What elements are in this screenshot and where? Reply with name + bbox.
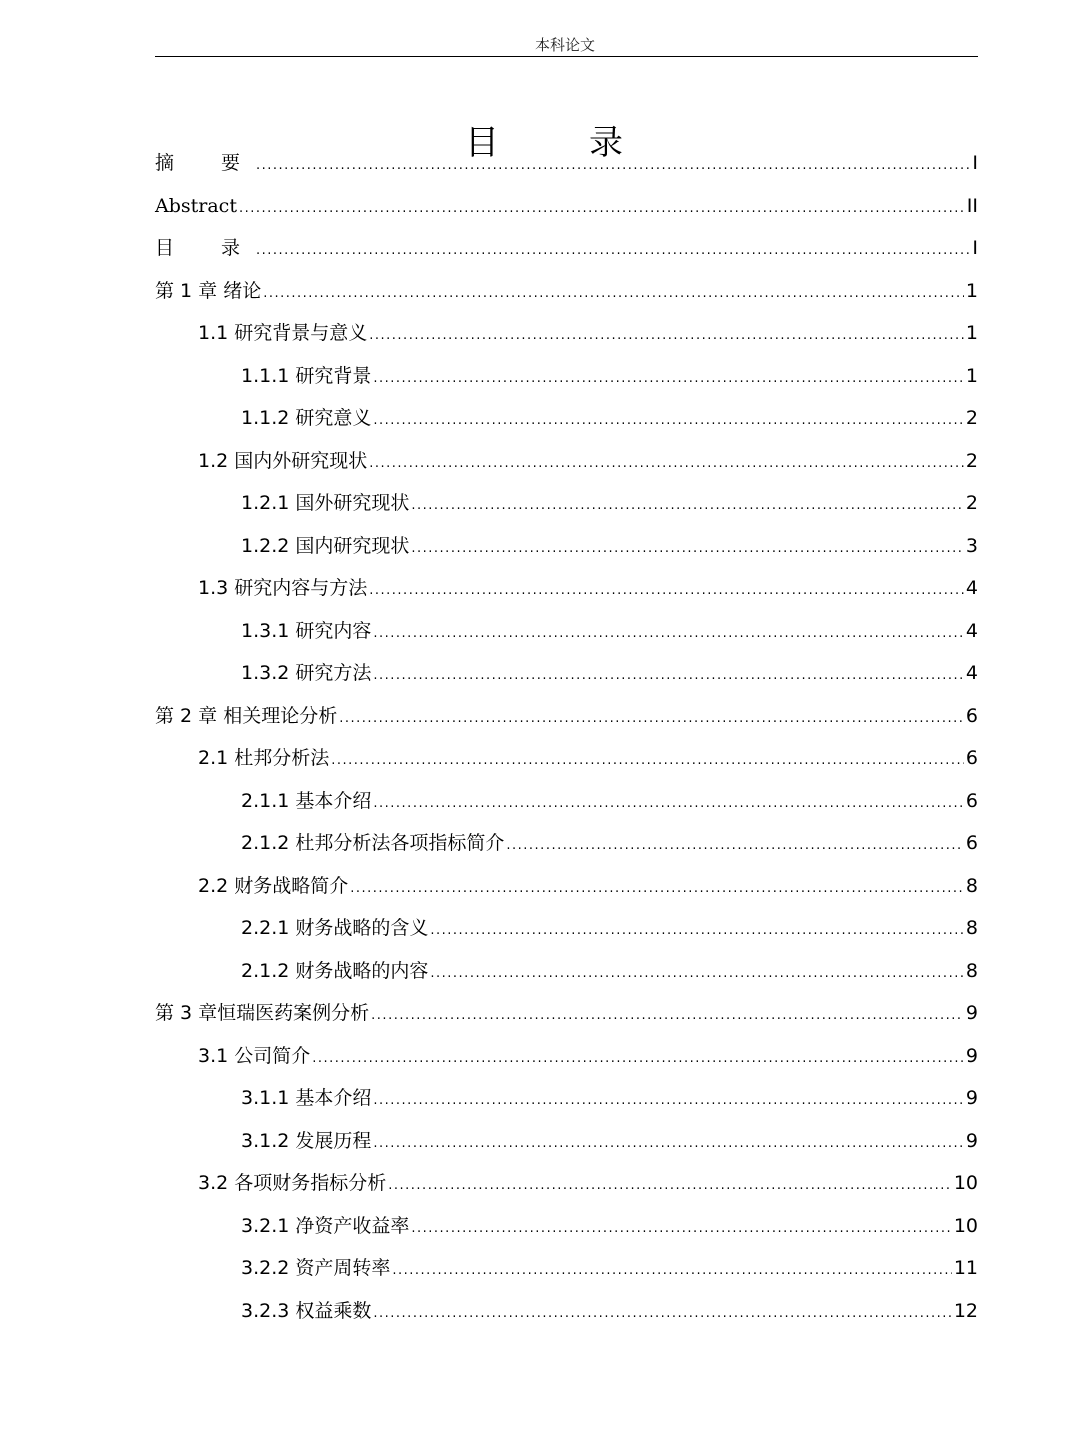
toc-entry-label: 1.1 研究背景与意义 — [198, 322, 368, 344]
toc-entry-page: I — [972, 152, 978, 174]
toc-entry[interactable] — [155, 865, 978, 908]
toc-entry[interactable] — [155, 950, 978, 993]
toc-dot-leader — [373, 1293, 951, 1336]
toc-entry[interactable] — [155, 1247, 978, 1290]
toc-entry-label: 第 1 章 绪论 — [155, 279, 262, 302]
toc-entry[interactable] — [155, 355, 978, 398]
toc-entry[interactable] — [155, 610, 978, 653]
toc-dot-leader — [263, 273, 964, 316]
toc-entry-page: 8 — [965, 917, 978, 939]
toc-entry-page: 1 — [965, 322, 978, 344]
toc-entry[interactable] — [155, 440, 978, 483]
toc-entry[interactable] — [155, 312, 978, 355]
toc-entry-label: 1.1.2 研究意义 — [241, 407, 372, 429]
toc-dot-leader — [411, 485, 964, 528]
toc-entry-label: 3.2.3 权益乘数 — [241, 1299, 372, 1322]
toc-dot-leader — [373, 358, 964, 401]
toc-entry[interactable] — [155, 695, 978, 738]
toc-entry-label: 1.2.2 国内研究现状 — [241, 534, 410, 557]
toc-entry-label: 2.1.2 杜邦分析法各项指标简介 — [241, 832, 505, 854]
toc-entry-page: 11 — [953, 1257, 978, 1279]
toc-entry-page: 9 — [965, 1002, 978, 1024]
toc-entry[interactable] — [155, 482, 978, 525]
toc-entry-label: 1.3 研究内容与方法 — [198, 577, 368, 599]
toc-entry-page: 4 — [965, 662, 978, 684]
toc-entry[interactable] — [155, 992, 978, 1035]
toc-entry[interactable] — [155, 525, 978, 568]
toc-entry-page: 3 — [965, 534, 978, 557]
toc-entry[interactable] — [155, 227, 978, 270]
toc-dot-leader — [373, 613, 964, 656]
toc-dot-leader — [369, 315, 964, 358]
toc-entry-label: 2.2.1 财务战略的含义 — [241, 917, 429, 939]
toc-entry-label: 3.2.2 资产周转率 — [241, 1257, 391, 1279]
toc-entry-label: 1.3.2 研究方法 — [241, 662, 372, 684]
header-rule — [155, 56, 978, 57]
toc-entry-page: 9 — [965, 1087, 978, 1109]
toc-entry-label: 2.2 财务战略简介 — [198, 874, 349, 897]
toc-entry-page: 2 — [965, 449, 978, 472]
toc-entry-label: 1.3.1 研究内容 — [241, 619, 372, 642]
toc-entry-page: 10 — [953, 1172, 978, 1194]
toc-entry[interactable] — [155, 1205, 978, 1248]
toc-entry-label: 摘 要 — [155, 152, 255, 174]
toc-dot-leader — [369, 570, 964, 613]
toc-dot-leader — [373, 783, 964, 826]
table-of-contents — [155, 142, 978, 1332]
toc-entry-label: 3.1 公司简介 — [198, 1044, 311, 1067]
toc-entry[interactable] — [155, 907, 978, 950]
toc-dot-leader — [388, 1165, 952, 1208]
toc-entry-page: 4 — [965, 619, 978, 642]
toc-dot-leader — [369, 443, 964, 486]
toc-dot-leader — [411, 1208, 951, 1251]
toc-entry[interactable] — [155, 1035, 978, 1078]
toc-entry-page: 2 — [965, 407, 978, 429]
toc-entry[interactable] — [155, 567, 978, 610]
toc-dot-leader — [256, 145, 970, 188]
toc-entry-label: 1.1.1 研究背景 — [241, 364, 372, 387]
toc-entry-label: 3.1.2 发展历程 — [241, 1129, 372, 1152]
toc-dot-leader — [411, 528, 964, 571]
toc-dot-leader — [239, 188, 965, 231]
toc-entry-page: 8 — [965, 874, 978, 897]
toc-entry-page: 6 — [965, 704, 978, 727]
toc-entry[interactable] — [155, 185, 978, 228]
toc-entry-page: 8 — [965, 959, 978, 982]
toc-dot-leader — [331, 740, 964, 783]
toc-dot-leader — [373, 1080, 964, 1123]
toc-entry-page: 9 — [965, 1129, 978, 1152]
toc-entry-page: 6 — [965, 832, 978, 854]
toc-entry[interactable] — [155, 652, 978, 695]
toc-entry[interactable] — [155, 1077, 978, 1120]
toc-dot-leader — [339, 698, 964, 741]
toc-entry-page: 9 — [965, 1044, 978, 1067]
toc-entry-page: I — [972, 237, 978, 259]
toc-entry-label: 目 录 — [155, 237, 255, 259]
toc-entry-label: 第 3 章恒瑞医药案例分析 — [155, 1002, 370, 1024]
toc-entry-label: 1.2.1 国外研究现状 — [241, 492, 410, 514]
toc-dot-leader — [373, 1123, 964, 1166]
toc-dot-leader — [371, 995, 964, 1038]
toc-dot-leader — [373, 655, 964, 698]
toc-entry-label: 2.1.1 基本介绍 — [241, 789, 372, 812]
toc-entry-label: 第 2 章 相关理论分析 — [155, 704, 338, 727]
toc-entry-page: 6 — [965, 789, 978, 812]
toc-entry-page: 1 — [965, 364, 978, 387]
toc-entry-label: 3.2.1 净资产收益率 — [241, 1214, 410, 1237]
toc-entry-label: 3.2 各项财务指标分析 — [198, 1172, 387, 1194]
toc-entry-page: 12 — [953, 1299, 978, 1322]
toc-entry[interactable] — [155, 1120, 978, 1163]
running-header: 本科论文 — [534, 36, 595, 54]
toc-dot-leader — [430, 953, 964, 996]
toc-entry[interactable] — [155, 737, 978, 780]
toc-entry-page: 1 — [965, 279, 978, 302]
toc-dot-leader — [392, 1250, 951, 1293]
toc-dot-leader — [256, 230, 970, 273]
toc-entry[interactable] — [155, 780, 978, 823]
toc-entry[interactable] — [155, 1290, 978, 1333]
toc-dot-leader — [506, 825, 964, 868]
toc-entry-label: Abstract — [155, 194, 237, 217]
toc-entry[interactable] — [155, 142, 978, 185]
toc-entry[interactable] — [155, 270, 978, 313]
toc-entry[interactable] — [155, 822, 978, 865]
toc-entry-label: 3.1.1 基本介绍 — [241, 1087, 372, 1109]
toc-entry-label: 1.2 国内外研究现状 — [198, 449, 368, 472]
toc-entry[interactable] — [155, 1162, 978, 1205]
toc-entry-page: 6 — [965, 747, 978, 769]
toc-entry-page: 4 — [965, 577, 978, 599]
toc-dot-leader — [312, 1038, 964, 1081]
toc-dot-leader — [430, 910, 964, 953]
page-title: 目 录 — [465, 122, 651, 163]
toc-dot-leader — [350, 868, 964, 911]
toc-entry-label: 2.1.2 财务战略的内容 — [241, 959, 429, 982]
toc-entry-label: 2.1 杜邦分析法 — [198, 747, 330, 769]
toc-entry[interactable] — [155, 397, 978, 440]
toc-entry-page: II — [966, 194, 978, 217]
toc-entry-page: 10 — [953, 1214, 978, 1237]
toc-dot-leader — [373, 400, 964, 443]
toc-entry-page: 2 — [965, 492, 978, 514]
